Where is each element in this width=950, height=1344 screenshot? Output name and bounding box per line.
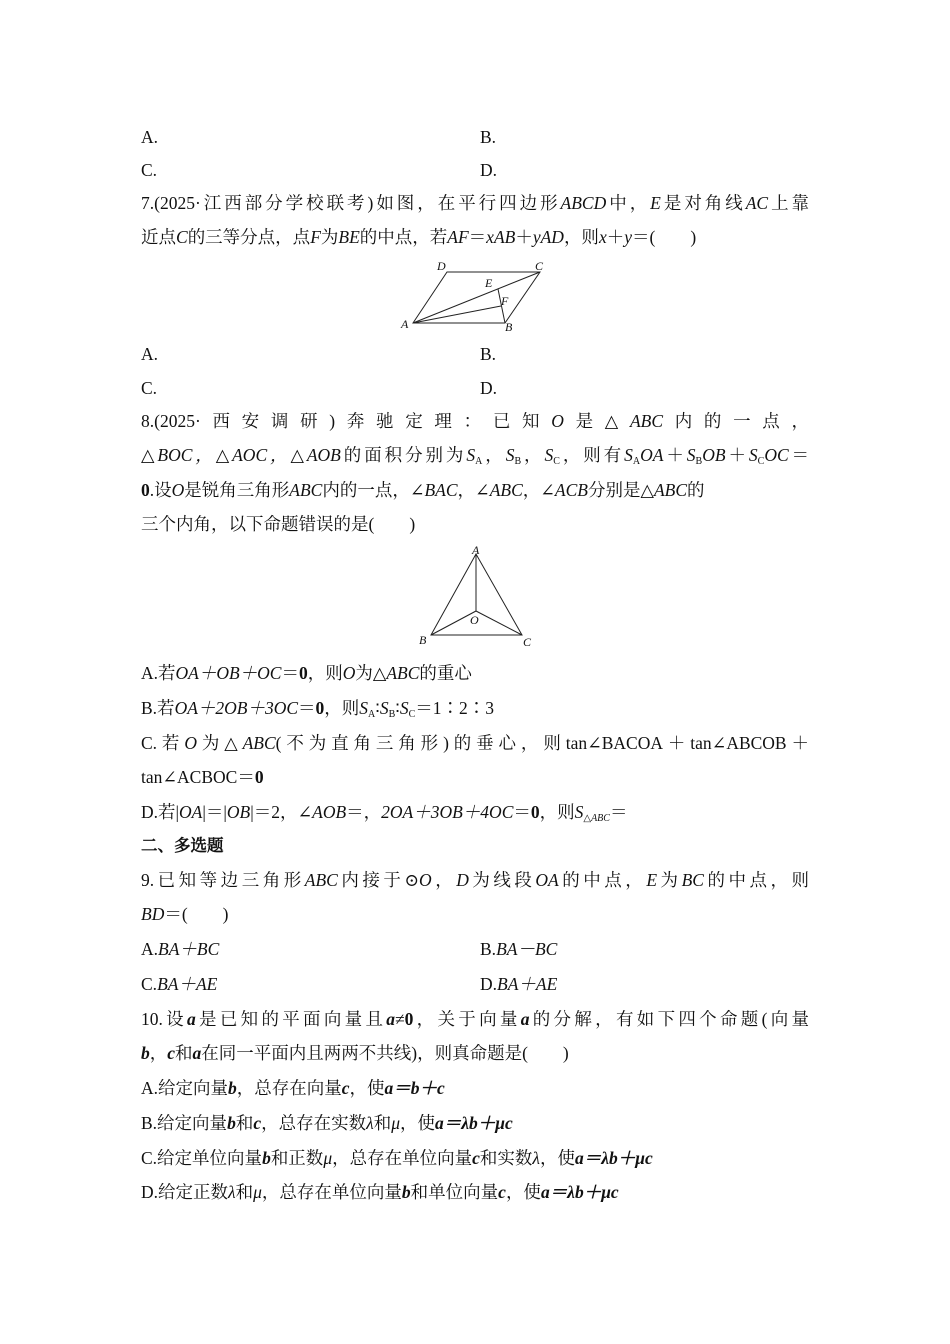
q10-option-b[interactable]: B.给定向量b和c，总存在实数λ和μ，使a＝λb＋μc: [141, 1113, 513, 1133]
q8-label-b: B: [419, 633, 427, 647]
q7-label-c: C: [535, 259, 544, 273]
q7-parallelogram-figure: [395, 258, 555, 338]
q7-label-e: E: [485, 276, 493, 290]
q8-stem-line1: 8.(2025·西安调研)奔驰定理：已知O是△ABC内的一点，: [141, 411, 810, 431]
q6-option-b[interactable]: B.: [480, 127, 497, 147]
q10-stem-line2: b，c和a在同一平面内且两两不共线)，则真命题是( ): [141, 1043, 569, 1063]
q9-stem-line2: BD＝( ): [141, 904, 229, 924]
q10-option-a[interactable]: A.给定向量b，总存在向量c，使a＝b＋c: [141, 1078, 445, 1098]
q7-option-c[interactable]: C.: [141, 378, 158, 398]
q8-option-d[interactable]: D.若|OA|＝|OB|＝2，∠AOB＝，2OA＋3OB＋4OC＝0，则$S_{\triangle ABC}=$: [141, 802, 628, 824]
q8-option-b[interactable]: B.若OA＋2OB＋3OC＝0，则$S_A∶S_B∶S_C=1∶2∶3$: [141, 698, 494, 720]
q9-option-a[interactable]: A.BA＋BC: [141, 939, 220, 959]
q8-stem-line4: 三个内角，以下命题错误的是( ): [141, 514, 416, 534]
q8-option-c[interactable]: C.若O为△ABC(不为直角三角形)的垂心，则tan∠BACOA＋tan∠ABCOB＋: [141, 733, 809, 753]
q7-stem-line1: 7.(2025·江西部分学校联考)如图，在平行四边形ABCD中，E是对角线AC上靠: [141, 193, 810, 213]
q7-stem-line2: 近点C的三等分点，点F为BE的中点，若AF＝xAB＋yAD，则x＋y＝( ): [141, 227, 697, 247]
q7-option-a[interactable]: A.: [141, 344, 159, 364]
q9-option-d[interactable]: D.BA＋AE: [480, 974, 558, 994]
q6-option-c[interactable]: C.: [141, 160, 158, 180]
q9-stem-line1: 9.已知等边三角形ABC内接于⊙O，D为线段OA的中点，E为BC的中点，则: [141, 870, 810, 890]
q10-option-c[interactable]: C.给定单位向量b和正数μ，总存在单位向量c和实数λ，使a＝λb＋μc: [141, 1148, 653, 1168]
section-multi-choice-title: 二、多选题: [141, 836, 224, 855]
q6-option-d[interactable]: D.: [480, 160, 498, 180]
q7-label-b: B: [505, 320, 513, 334]
q8-triangle-figure: [412, 543, 542, 651]
q7-option-b[interactable]: B.: [480, 344, 497, 364]
q8-option-a[interactable]: A.若OA＋OB＋OC＝0，则O为△ABC的重心: [141, 663, 472, 683]
q10-stem-line1: 10.设a是已知的平面向量且a≠0，关于向量a的分解，有如下四个命题(向量: [141, 1009, 810, 1029]
q8-stem-line2: △BOC，△AOC，△AOB的面积分别为$S_A$，$S_B$，$S_C$，则有$S_AOA+S_BOB+S_COC=$: [141, 445, 810, 467]
q8-label-c: C: [523, 635, 532, 649]
q8-label-a: A: [472, 543, 480, 557]
q8-option-c-line2: tan∠ACBOC＝0: [141, 767, 264, 787]
q7-option-d[interactable]: D.: [480, 378, 498, 398]
q9-option-b[interactable]: B.BA－BC: [480, 939, 558, 959]
q8-label-o: O: [470, 613, 479, 627]
q7-label-f: F: [501, 294, 509, 308]
q7-label-a: A: [401, 317, 409, 331]
q8-stem-line3: 0.设O是锐角三角形ABC内的一点，∠BAC，∠ABC，∠ACB分别是△ABC的: [141, 480, 705, 500]
q7-label-d: D: [437, 259, 446, 273]
q6-option-a[interactable]: A.: [141, 127, 159, 147]
q9-option-c[interactable]: C.BA＋AE: [141, 974, 218, 994]
q10-option-d[interactable]: D.给定正数λ和μ，总存在单位向量b和单位向量c，使a＝λb＋μc: [141, 1182, 619, 1202]
